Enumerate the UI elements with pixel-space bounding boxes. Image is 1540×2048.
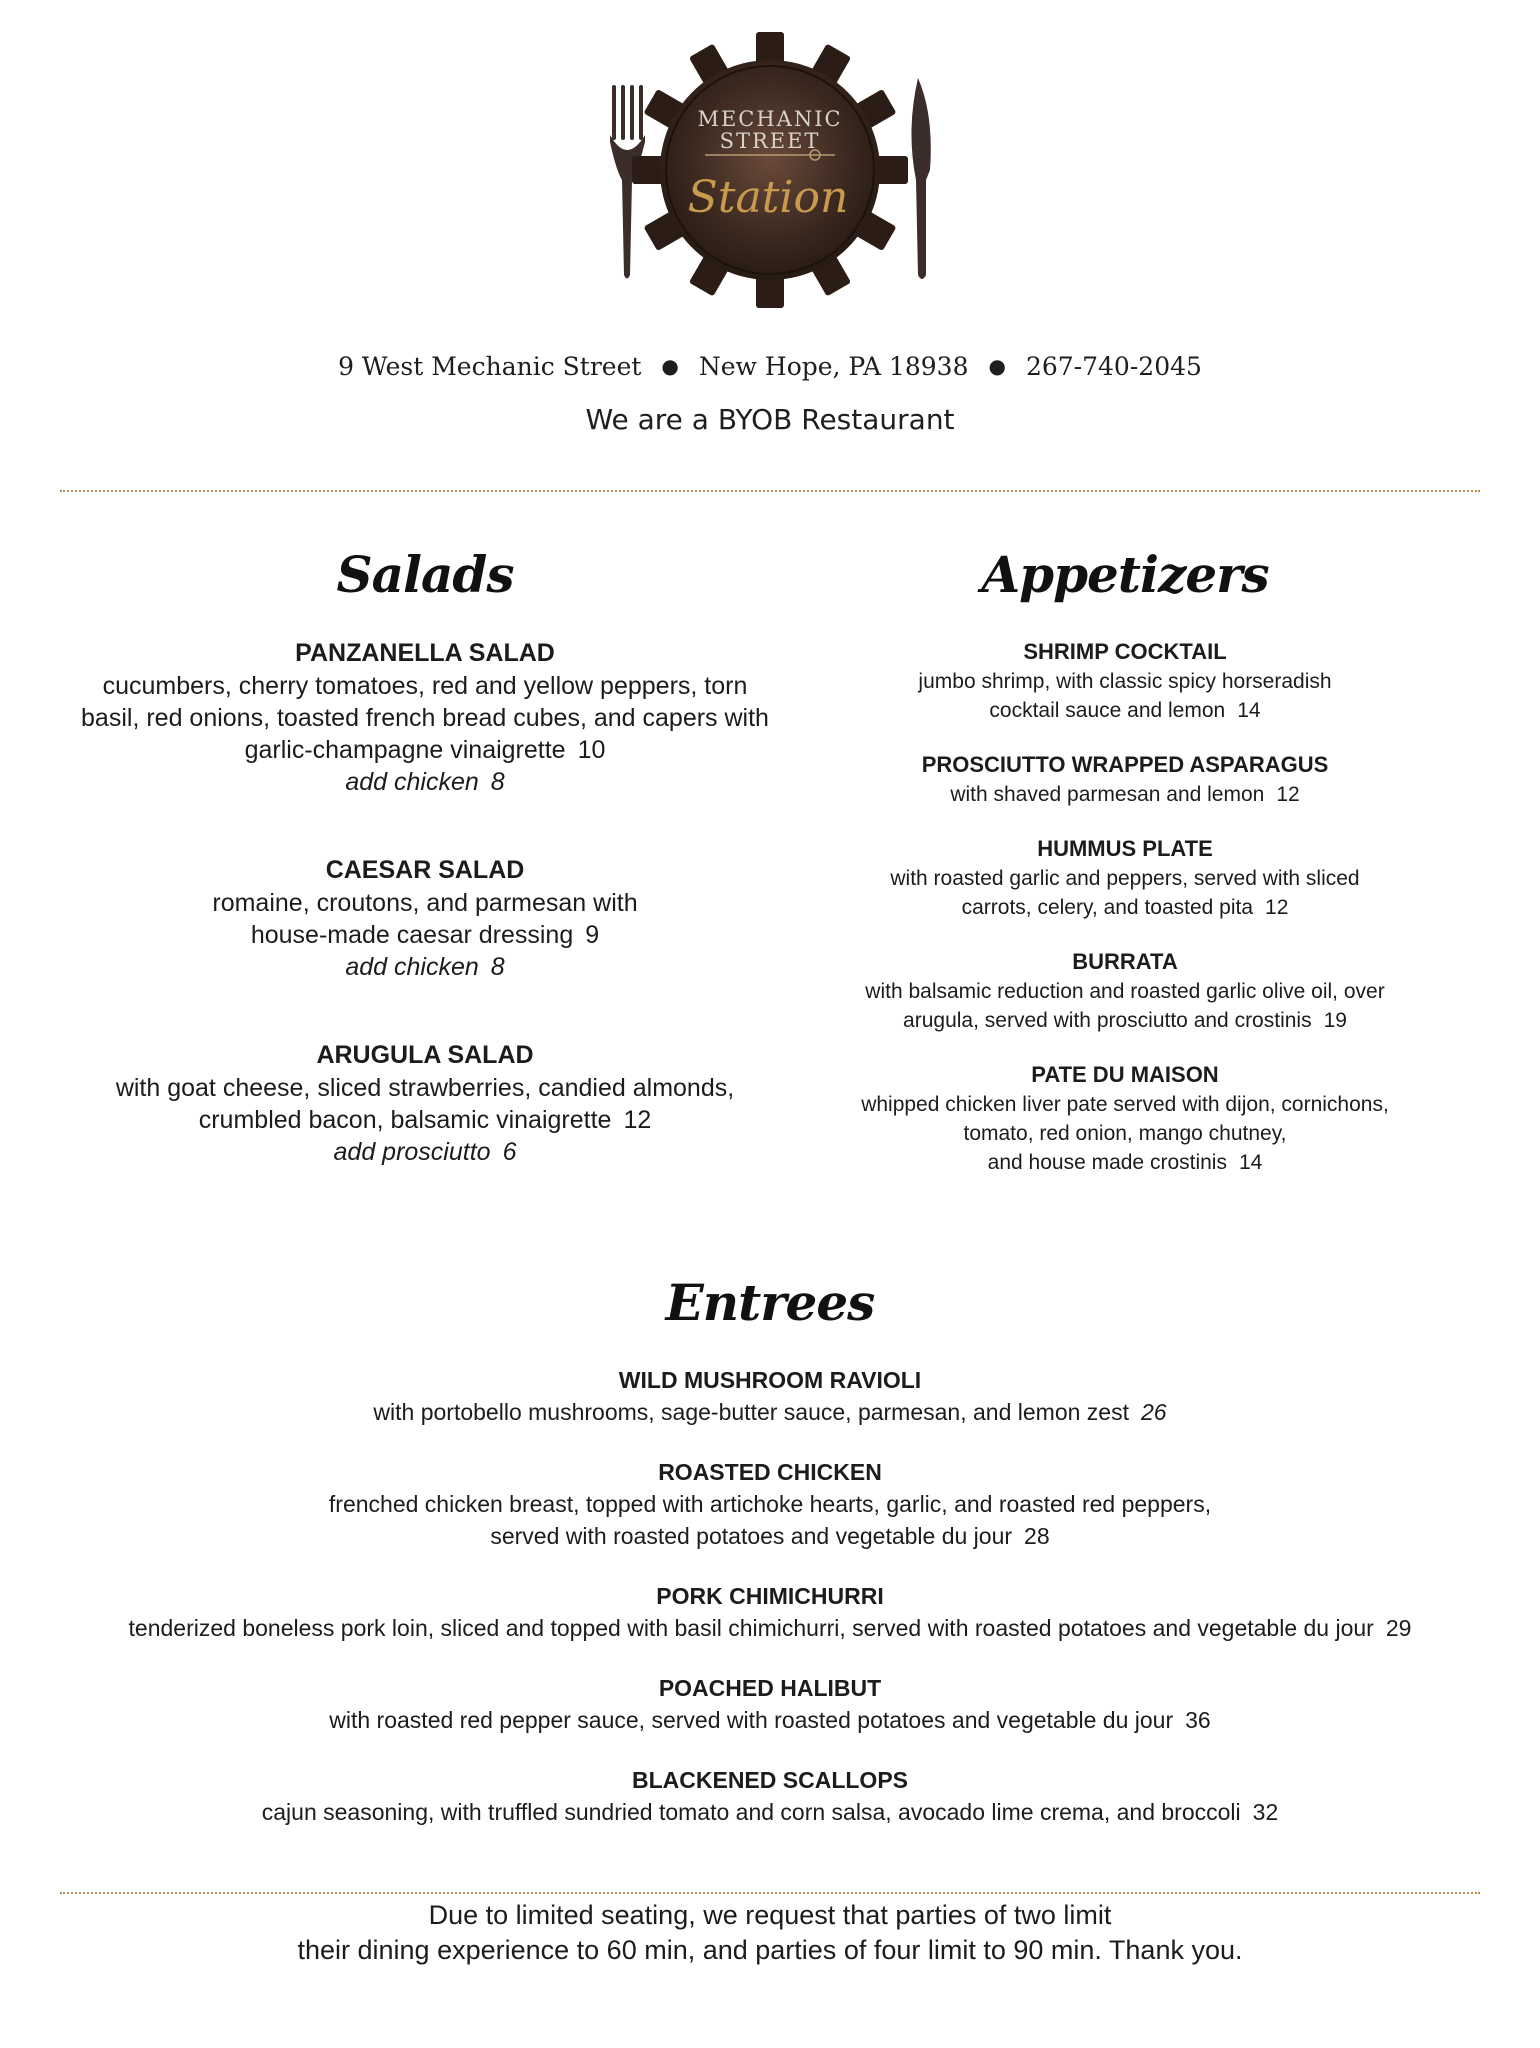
item-name: PATE DU MAISON [1031,1062,1219,1087]
item-name: BURRATA [1072,949,1178,974]
menu-item-ravioli [40,1364,1500,1428]
item-desc: with balsamic reduction and roasted garlic olive oil, over [865,980,1385,1003]
item-desc: garlic-champagne vinaigrette [244,736,566,764]
item-addon: add prosciutto [333,1138,491,1166]
item-price: 29 [1385,1615,1412,1641]
appetizers-column [800,637,1450,1177]
item-addon: add chicken [345,953,479,981]
salads-column [70,637,780,1168]
item-desc: cajun seasoning, with truffled sundried tomato and corn salsa, avocado lime crema, and broccoli [261,1799,1241,1825]
seating-notice [0,1898,1540,1968]
item-desc: romaine, croutons, and parmesan with [212,889,638,917]
bullet-separator: ● [988,354,1006,378]
item-desc: whipped chicken liver pate served with dijon, cornichons, [861,1093,1389,1116]
addon-price: 8 [490,953,505,981]
item-price: 28 [1024,1523,1050,1549]
phone-number: 267-740-2045 [1025,352,1202,381]
address-line [0,352,1540,381]
item-price: 12 [1276,783,1300,806]
menu-item-pate [800,1060,1450,1177]
item-desc: with portobello mushrooms, sage-butter sauce, parmesan, and lemon zest [373,1399,1129,1425]
street-address: 9 West Mechanic Street [338,352,642,381]
item-name: ROASTED CHICKEN [658,1459,882,1485]
appetizers-title: Appetizers [981,545,1269,604]
addon-price: 8 [490,768,505,796]
item-desc: house-made caesar dressing [250,921,574,949]
item-price: 19 [1323,1009,1347,1032]
menu-item-prosciutto-asparagus [800,750,1450,809]
item-name: PANZANELLA SALAD [295,639,555,667]
item-name: PROSCIUTTO WRAPPED ASPARAGUS [921,752,1329,777]
menu-item-arugula [70,1039,780,1168]
item-name: BLACKENED SCALLOPS [631,1767,908,1793]
item-name: HUMMUS PLATE [1037,836,1213,861]
item-desc: with shaved parmesan and lemon [950,783,1265,806]
menu-item-shrimp-cocktail [800,637,1450,725]
item-desc: basil, red onions, toasted french bread cubes, and capers with [81,704,769,732]
item-desc: carrots, celery, and toasted pita [961,896,1254,919]
logo-line1: MECHANIC [697,107,843,131]
item-name: WILD MUSHROOM RAVIOLI [618,1367,922,1393]
menu-item-hummus [800,834,1450,922]
menu-item-roasted-chicken [40,1456,1500,1552]
city-state-zip: New Hope, PA 18938 [698,352,969,381]
item-desc: frenched chicken breast, topped with artichoke hearts, garlic, and roasted red peppers, [328,1491,1212,1517]
item-name: ARUGULA SALAD [316,1041,534,1069]
item-price: 9 [585,921,600,949]
item-price: 14 [1237,699,1261,722]
item-desc: with roasted garlic and peppers, served with sliced [890,867,1360,890]
item-price: 10 [577,736,606,764]
gear-icon [632,32,908,308]
menu-item-poached-halibut [40,1672,1500,1736]
logo-line2: STREET [719,129,821,153]
bottom-divider [60,1892,1480,1894]
item-price: 26 [1140,1399,1167,1425]
logo-script: Station [687,172,849,223]
notice-line1: Due to limited seating, we request that parties of two limit [428,1900,1112,1930]
item-desc: crumbled bacon, balsamic vinaigrette [198,1106,612,1134]
notice-line2: their dining experience to 60 min, and parties of four limit to 90 min. Thank you. [297,1935,1243,1965]
item-desc: tomato, red onion, mango chutney, [963,1122,1287,1145]
menu-item-caesar [70,854,780,983]
item-price: 14 [1238,1151,1263,1174]
item-price: 12 [1265,896,1289,919]
addon-price: 6 [502,1138,517,1166]
knife-icon [911,78,930,279]
entrees-title: Entrees [665,1273,875,1332]
menu-item-pork-chimichurri [40,1580,1500,1644]
entrees-section [40,1364,1500,1828]
restaurant-logo [600,30,940,310]
item-name: PORK CHIMICHURRI [656,1583,884,1609]
menu-item-burrata [800,947,1450,1035]
item-desc: with roasted red pepper sauce, served with roasted potatoes and vegetable du jour [329,1707,1174,1733]
item-desc: served with roasted potatoes and vegetable du jour [490,1523,1013,1549]
item-addon: add chicken [345,768,479,796]
item-desc: cocktail sauce and lemon [989,699,1226,722]
item-name: CAESAR SALAD [325,856,525,884]
item-desc: jumbo shrimp, with classic spicy horseradish [918,670,1332,693]
menu-item-panzanella [70,637,780,798]
byob-notice: We are a BYOB Restaurant [585,403,955,436]
item-desc: and house made crostinis [987,1151,1227,1174]
top-divider [60,490,1480,492]
item-desc: tenderized boneless pork loin, sliced and topped with basil chimichurri, served with roasted potatoes and vegetable du jour [128,1615,1374,1641]
salads-title: Salads [336,545,514,604]
item-price: 12 [623,1106,652,1134]
item-price: 32 [1252,1799,1279,1825]
bullet-separator: ● [661,354,679,378]
item-desc: arugula, served with prosciutto and crostinis [903,1009,1312,1032]
item-name: POACHED HALIBUT [658,1675,882,1701]
item-name: SHRIMP COCKTAIL [1023,639,1227,664]
item-desc: with goat cheese, sliced strawberries, candied almonds, [115,1074,735,1102]
item-price: 36 [1185,1707,1211,1733]
menu-item-blackened-scallops [40,1764,1500,1828]
item-desc: cucumbers, cherry tomatoes, red and yellow peppers, torn [102,672,748,700]
